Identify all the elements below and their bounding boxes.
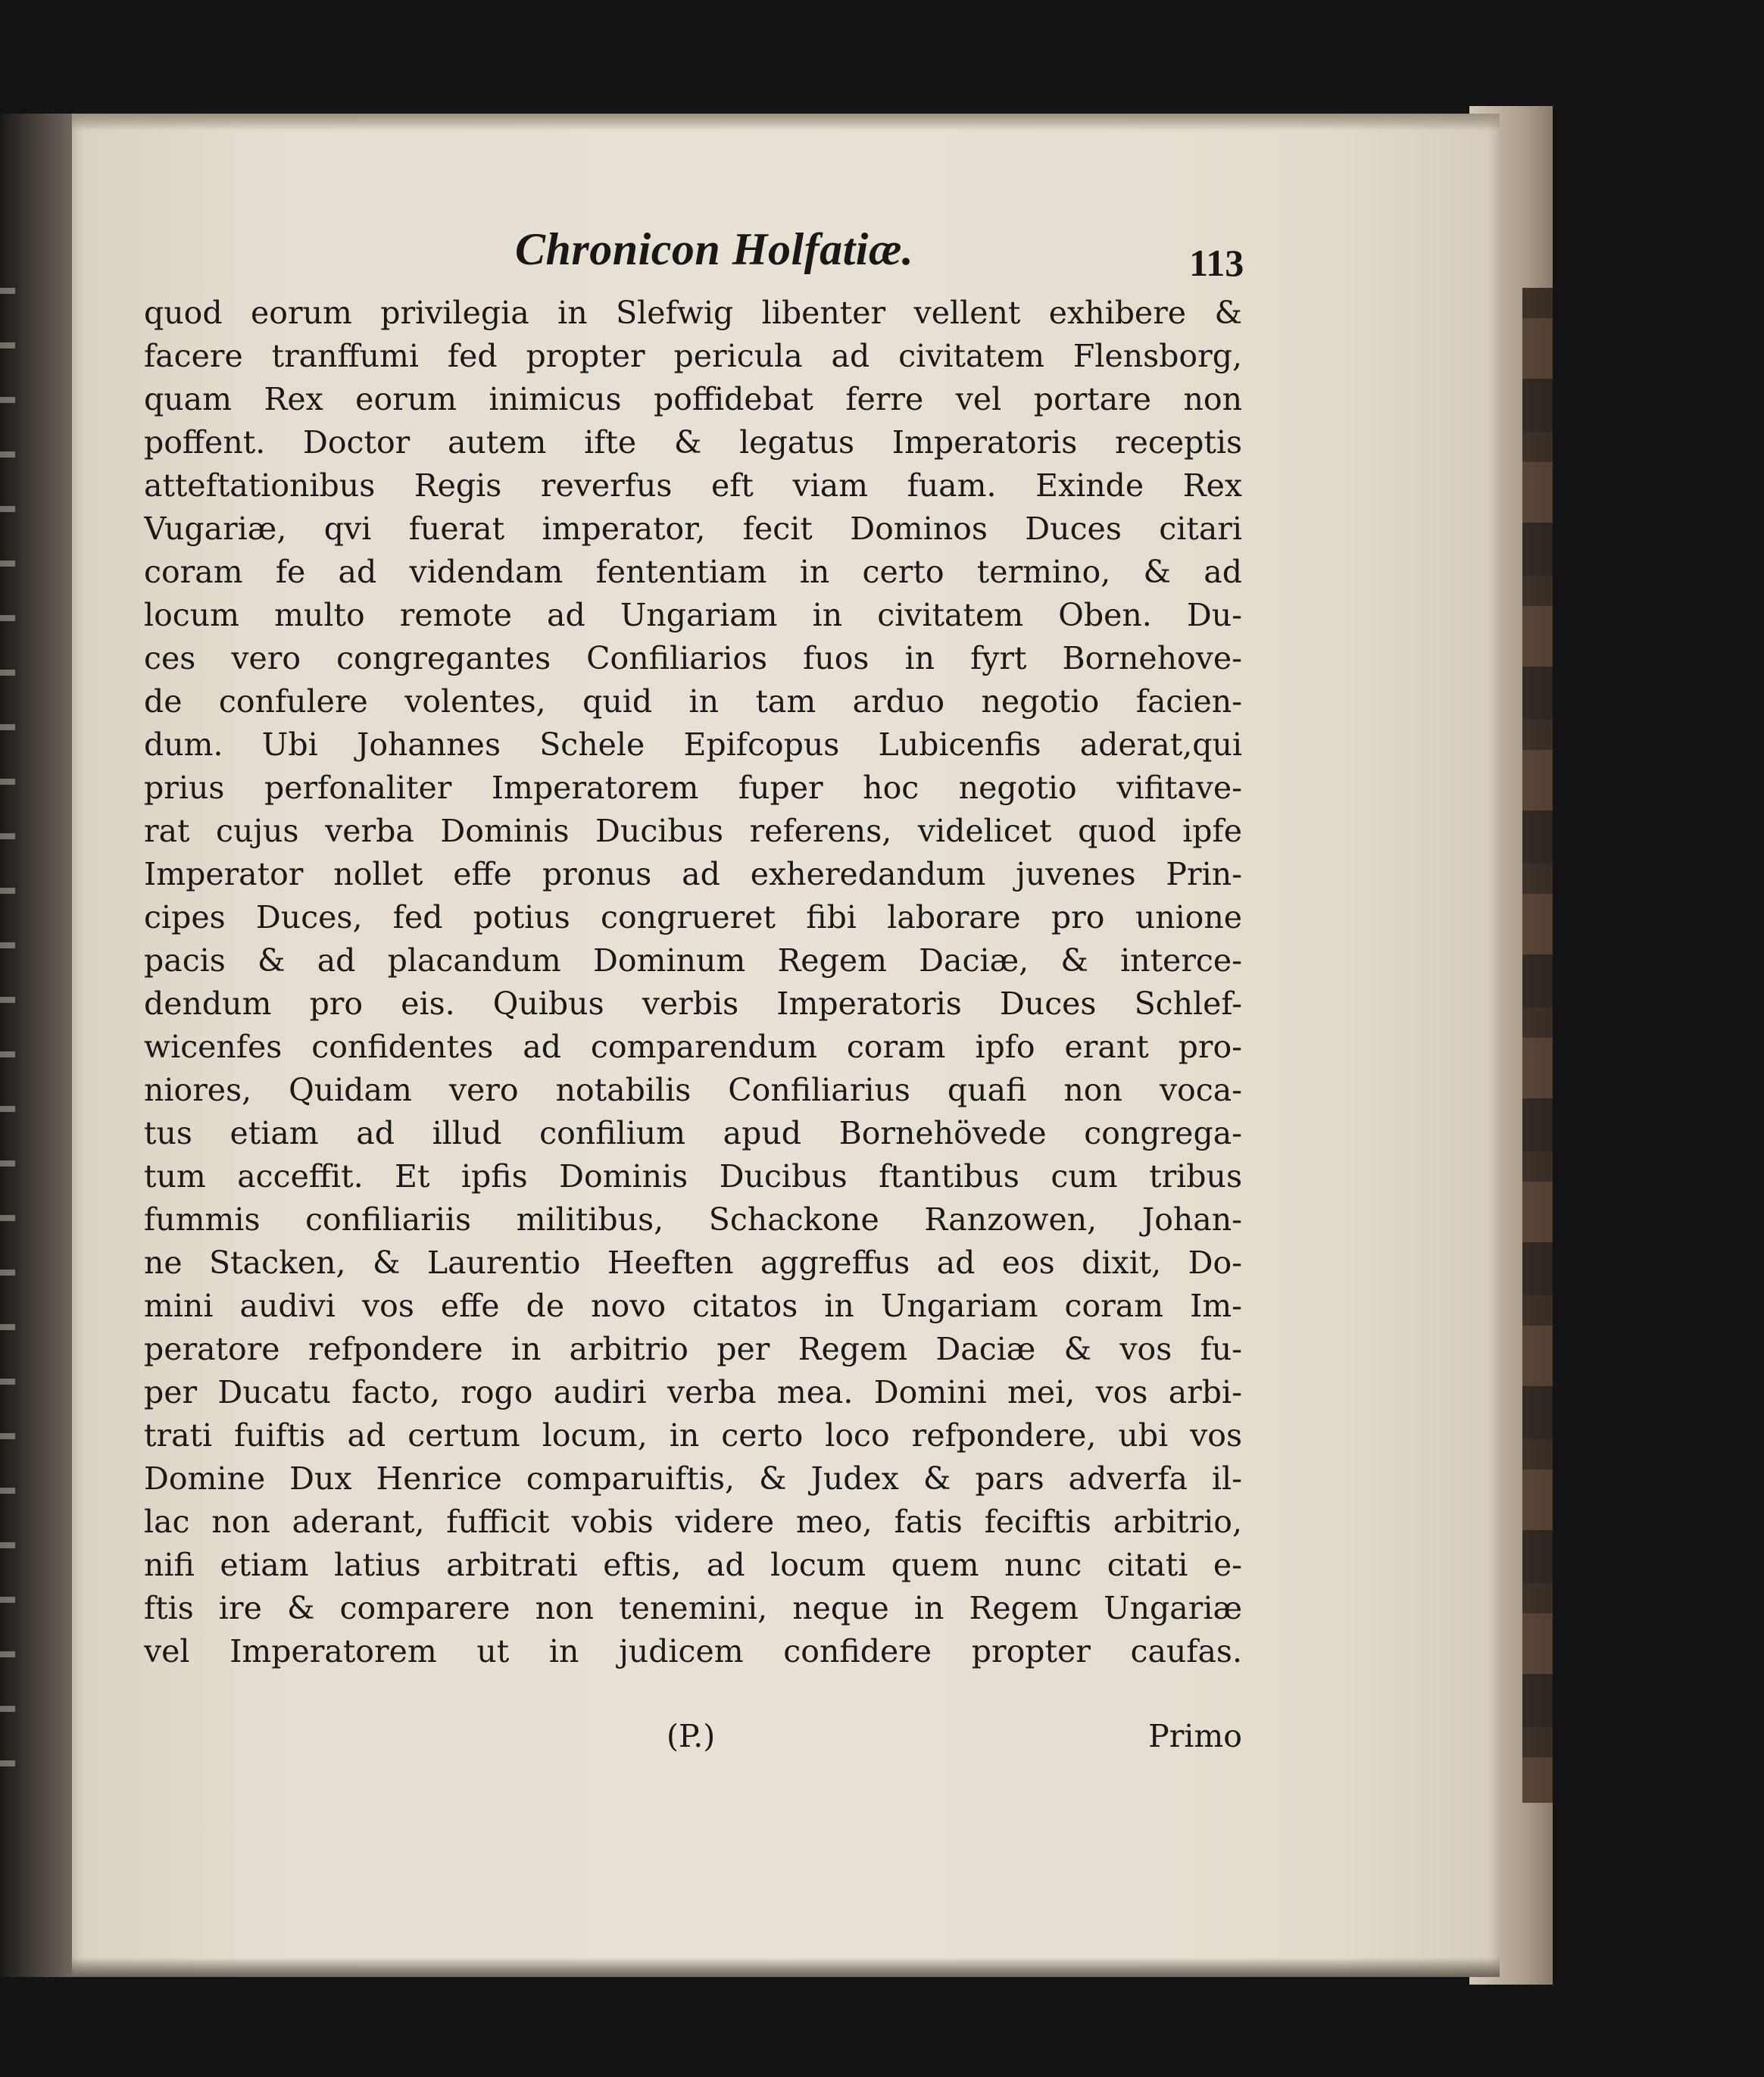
text-line: fummis confiliariis militibus, Schackone Ranzowen, Johan- — [144, 1201, 1242, 1238]
text-line: niores, Quidam vero notabilis Confiliarius quafi non voca- — [144, 1072, 1242, 1108]
text-line: quod eorum privilegia in Slefwig libenter vellent exhibere & — [144, 295, 1242, 331]
text-line: ftis ire & comparere non tenemini, neque in Regem Ungariæ — [144, 1590, 1242, 1626]
text-line: rat cujus verba Dominis Ducibus referens, videlicet quod ipfe — [144, 813, 1242, 849]
text-line: ne Stacken, & Laurentio Heeften aggreffus ad eos dixit, Do- — [144, 1245, 1242, 1281]
text-line: wicenfes confidentes ad comparendum coram ipfo erant pro- — [144, 1029, 1242, 1065]
text-line: poffent. Doctor autem ifte & legatus Imperatoris receptis — [144, 424, 1242, 461]
catchword: Primo — [1148, 1718, 1242, 1754]
text-line: trati fuiftis ad certum locum, in certo loco refpondere, ubi vos — [144, 1417, 1242, 1454]
signature-mark: (P.) — [667, 1718, 716, 1754]
text-line: Vugariæ, qvi fuerat imperator, fecit Dominos Duces citari — [144, 511, 1242, 547]
text-line: dum. Ubi Johannes Schele Epifcopus Lubicenfis aderat,qui — [144, 726, 1242, 763]
text-line: coram fe ad videndam fententiam in certo termino, & ad — [144, 554, 1242, 590]
text-line: pacis & ad placandum Dominum Regem Daciæ, & interce- — [144, 942, 1242, 979]
text-line: nifi etiam latius arbitrati eftis, ad locum quem nunc citati e- — [144, 1547, 1242, 1583]
text-line: de confulere volentes, quid in tam arduo negotio facien- — [144, 683, 1242, 720]
text-line: quam Rex eorum inimicus poffidebat ferre vel portare non — [144, 381, 1242, 417]
text-line: per Ducatu facto, rogo audiri verba mea. Domini mei, vos arbi- — [144, 1374, 1242, 1410]
text-line: ces vero congregantes Confiliarios fuos in fyrt Bornehove- — [144, 640, 1242, 676]
running-head: Chronicon Holfatiæ. — [515, 224, 914, 274]
text-line: Domine Dux Henrice comparuiftis, & Judex & pars adverfa il- — [144, 1460, 1242, 1497]
left-page-ticks — [0, 288, 15, 1803]
text-line: Imperator nollet effe pronus ad exheredandum juvenes Prin- — [144, 856, 1242, 892]
text-line: lac non aderant, fufficit vobis videre meo, fatis feciftis arbitrio, — [144, 1504, 1242, 1540]
text-line: facere tranffumi fed propter pericula ad civitatem Flensborg, — [144, 338, 1242, 374]
text-line: peratore refpondere in arbitrio per Regem Daciæ & vos fu- — [144, 1331, 1242, 1367]
text-line: vel Imperatorem ut in judicem confidere propter caufas. — [144, 1633, 1242, 1669]
page-number: 113 — [1189, 242, 1244, 284]
text-line: prius perfonaliter Imperatorem fuper hoc negotio vifitave- — [144, 770, 1242, 806]
text-line: cipes Duces, fed potius congrueret fibi laborare pro unione — [144, 899, 1242, 935]
text-line: mini audivi vos effe de novo citatos in Ungariam coram Im- — [144, 1288, 1242, 1324]
page-footer — [144, 1718, 1242, 1763]
text-line: tum acceffit. Et ipfis Dominis Ducibus ftantibus cum tribus — [144, 1158, 1242, 1195]
text-line: locum multo remote ad Ungariam in civitatem Oben. Du- — [144, 597, 1242, 633]
text-line: atteftationibus Regis reverfus eft viam fuam. Exinde Rex — [144, 467, 1242, 504]
text-line: dendum pro eis. Quibus verbis Imperatoris Duces Schlef- — [144, 985, 1242, 1022]
text-line: tus etiam ad illud confilium apud Bornehövede congrega- — [144, 1115, 1242, 1151]
body-text — [144, 292, 1242, 1673]
